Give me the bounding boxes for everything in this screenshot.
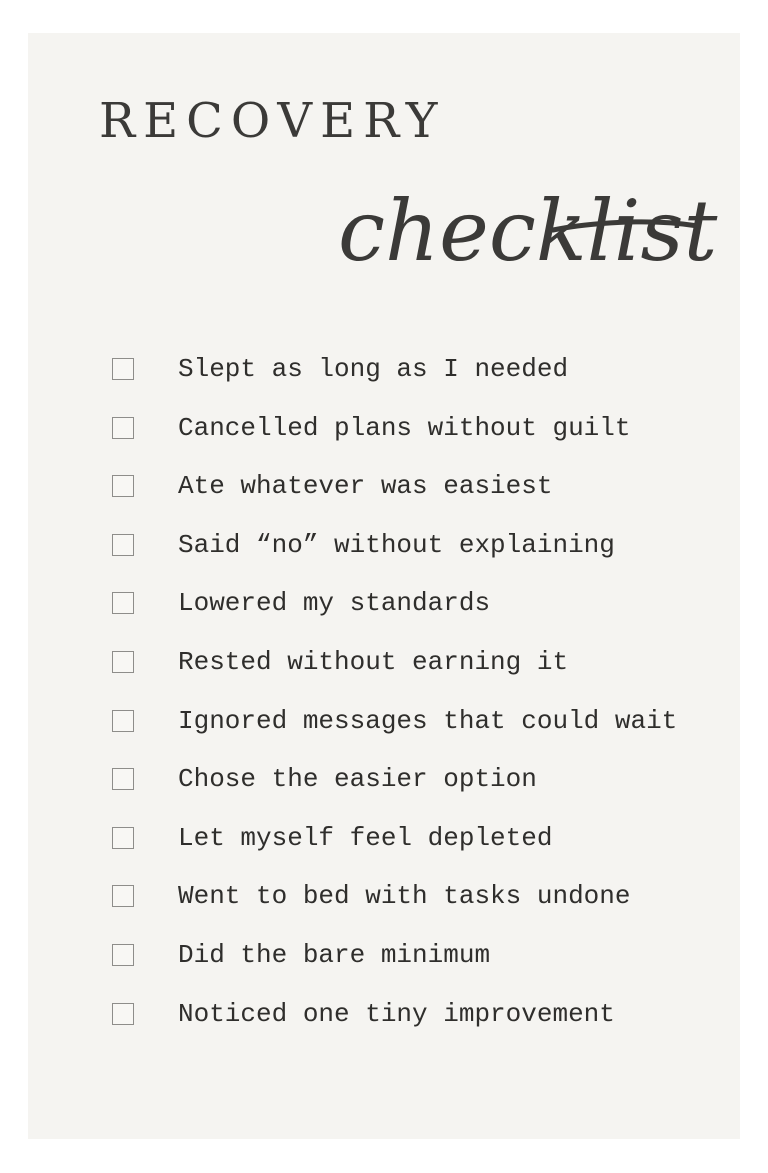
checklist-item-label: Noticed one tiny improvement bbox=[178, 998, 615, 1029]
checklist-item-label: Chose the easier option bbox=[178, 764, 537, 795]
checklist-item-label: Rested without earning it bbox=[178, 646, 569, 677]
checkbox[interactable] bbox=[112, 827, 134, 849]
checkbox[interactable] bbox=[112, 885, 134, 907]
checklist-item-label: Said “no” without explaining bbox=[178, 529, 615, 560]
checklist-item bbox=[112, 638, 677, 697]
checkbox[interactable] bbox=[112, 651, 134, 673]
checklist-item-label: Cancelled plans without guilt bbox=[178, 412, 631, 443]
checklist-item bbox=[112, 579, 677, 638]
subtitle-text: checklist bbox=[338, 182, 718, 280]
checkbox[interactable] bbox=[112, 944, 134, 966]
checklist-item bbox=[112, 345, 677, 404]
checklist-item bbox=[112, 462, 677, 521]
checklist-item bbox=[112, 931, 677, 990]
checklist-item-label: Slept as long as I needed bbox=[178, 354, 569, 384]
checklist-item-label: Ignored messages that could wait bbox=[178, 705, 678, 736]
checklist-item-label: Went to bed with tasks undone bbox=[178, 881, 631, 912]
checklist-item bbox=[112, 872, 677, 931]
checklist-item bbox=[112, 755, 677, 814]
checklist-item-label: Lowered my standards bbox=[178, 588, 491, 619]
checkbox[interactable] bbox=[112, 592, 134, 614]
checkbox[interactable] bbox=[112, 475, 134, 497]
checklist-item-label: Did the bare minimum bbox=[178, 939, 491, 970]
checklist-item bbox=[112, 521, 677, 580]
checklist-item-label: Let myself feel depleted bbox=[178, 822, 553, 853]
checklist-card bbox=[28, 33, 740, 1139]
checklist-item bbox=[112, 697, 677, 756]
checklist bbox=[112, 345, 677, 1048]
checkbox[interactable] bbox=[112, 710, 134, 732]
script-subtitle bbox=[328, 168, 718, 303]
checklist-item bbox=[112, 404, 677, 463]
checklist-item bbox=[112, 814, 677, 873]
page-title: RECOVERY bbox=[99, 93, 446, 149]
checkbox[interactable] bbox=[112, 534, 134, 556]
checkbox[interactable] bbox=[112, 417, 134, 439]
checkbox[interactable] bbox=[112, 1003, 134, 1025]
checkbox[interactable] bbox=[112, 358, 134, 380]
checklist-item-label: Ate whatever was easiest bbox=[178, 471, 553, 502]
checkbox[interactable] bbox=[112, 768, 134, 790]
checklist-item bbox=[112, 990, 677, 1049]
